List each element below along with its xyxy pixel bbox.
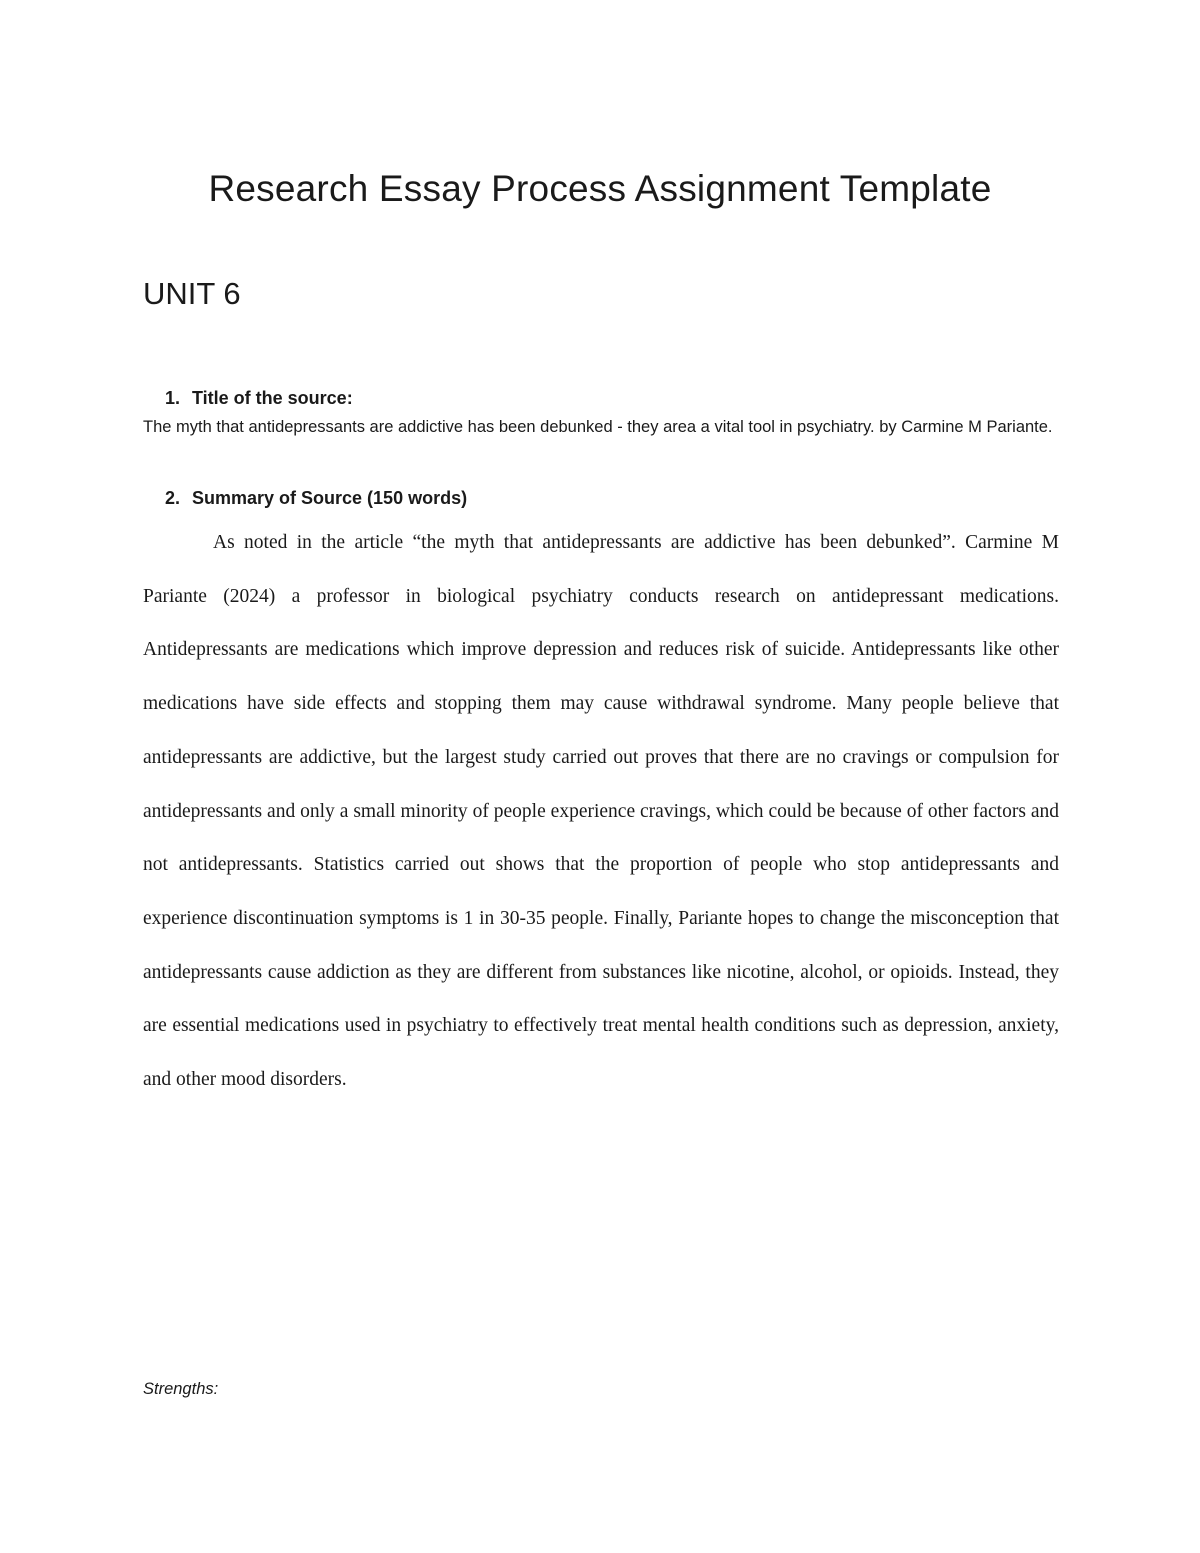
- section-heading-label: Title of the source:: [192, 388, 353, 408]
- section-heading-source-title: [143, 388, 353, 409]
- section-number: 1.: [164, 388, 180, 408]
- section-heading-summary: [143, 488, 467, 509]
- unit-heading: UNIT 6: [143, 276, 241, 311]
- section-number: 2.: [164, 488, 180, 508]
- summary-paragraph: As noted in the article “the myth that antidepressants are addictive has been debunked”. Carmine M Pariante (2024) a professor in biological psychiatry conducts research on antidepressant medications. Antidepressants are medications which improve depression and reduces risk of suicide. Antidepressants like other medications have side effects and stopping them may cause withdrawal syndrome. Many people believe that antidepressants are addictive, but the largest study carried out proves that there are no cravings or compulsion for antidepressants and only a small minority of people experience cravings, which could be because of other factors and not antidepressants. Statistics carried out shows that the proportion of people who stop antidepressants and experience discontinuation symptoms is 1 in 30-35 people. Finally, Pariante hopes to change the misconception that antidepressants cause addiction as they are different from substances like nicotine, alcohol, or opioids. Instead, they are essential medications used in psychiatry to effectively treat mental health conditions such as depression, anxiety, and other mood disorders.: [143, 532, 1059, 1091]
- section-heading-label: Summary of Source (150 words): [192, 488, 468, 508]
- source-title-text: The myth that antidepressants are addictive has been debunked - they area a vital tool in psychiatry. by Carmine M Pariante.: [143, 418, 1053, 436]
- document-title: Research Essay Process Assignment Template: [208, 168, 992, 209]
- strengths-label: Strengths:: [143, 1380, 219, 1398]
